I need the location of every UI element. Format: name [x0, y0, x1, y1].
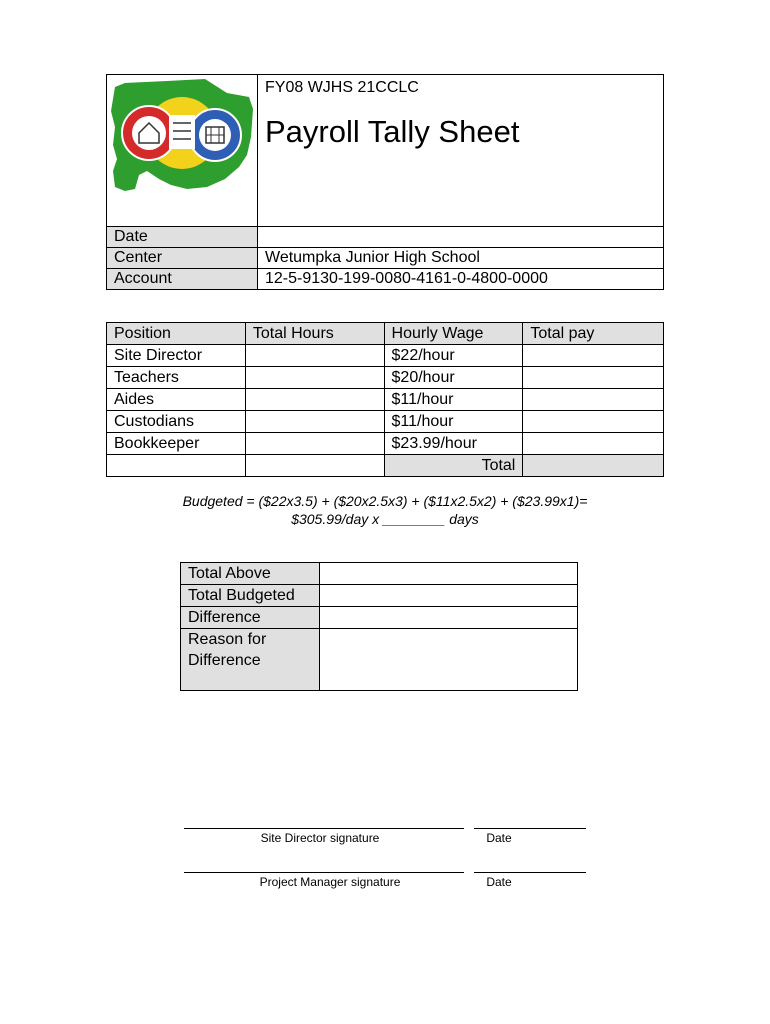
- reason-label-line-2: Difference: [188, 652, 261, 669]
- page-title: Payroll Tally Sheet: [265, 114, 520, 149]
- empty-cell: [245, 455, 384, 477]
- site-director-signature-line[interactable]: [184, 828, 464, 829]
- column-header: Hourly Wage: [384, 323, 523, 345]
- pay-cell[interactable]: [523, 367, 664, 389]
- budget-formula: [100, 492, 670, 528]
- wage-cell: $11/hour: [384, 411, 523, 433]
- site-director-signature-label: Site Director signature: [260, 831, 380, 845]
- reason-field[interactable]: [320, 629, 578, 691]
- site-director-date-line[interactable]: [474, 828, 586, 829]
- budget-line-1: Budgeted = ($22x3.5) + ($20x2.5x3) + ($11x2.5x2) + ($23.99x1)=: [182, 493, 588, 509]
- pay-cell[interactable]: [523, 433, 664, 455]
- site-director-date-label: Date: [486, 831, 512, 845]
- date-label: Date: [107, 227, 258, 248]
- pay-cell[interactable]: [523, 389, 664, 411]
- hours-cell[interactable]: [245, 389, 384, 411]
- wage-cell: $22/hour: [384, 345, 523, 367]
- center-label: Center: [107, 248, 258, 269]
- summary-table: [180, 562, 578, 691]
- project-manager-signature-label: Project Manager signature: [259, 875, 401, 889]
- header-table: [106, 74, 664, 290]
- total-pay-field[interactable]: [523, 455, 664, 477]
- total-budgeted-label: Total Budgeted: [181, 585, 320, 607]
- pay-cell[interactable]: [523, 411, 664, 433]
- center-value: Wetumpka Junior High School: [258, 248, 664, 269]
- project-manager-signature-line[interactable]: [184, 872, 464, 873]
- date-field[interactable]: [258, 227, 664, 248]
- position-cell: Aides: [107, 389, 246, 411]
- school-community-logo-icon: [107, 75, 257, 221]
- table-row: [107, 367, 664, 389]
- table-row: [107, 345, 664, 367]
- pay-cell[interactable]: [523, 345, 664, 367]
- column-header: Total pay: [523, 323, 664, 345]
- hours-cell[interactable]: [245, 433, 384, 455]
- table-row: [107, 389, 664, 411]
- table-row: [107, 411, 664, 433]
- wage-cell: $23.99/hour: [384, 433, 523, 455]
- account-value: 12-5-9130-199-0080-4161-0-4800-0000: [258, 269, 664, 290]
- position-cell: Bookkeeper: [107, 433, 246, 455]
- total-above-field[interactable]: [320, 563, 578, 585]
- project-manager-date-line[interactable]: [474, 872, 586, 873]
- title-cell: [258, 75, 664, 227]
- column-header: Total Hours: [245, 323, 384, 345]
- hours-cell[interactable]: [245, 345, 384, 367]
- reason-label: [181, 629, 320, 691]
- position-cell: Teachers: [107, 367, 246, 389]
- logo-cell: [107, 75, 258, 227]
- table-header-row: [107, 323, 664, 345]
- table-row: [107, 433, 664, 455]
- budget-line-2: $305.99/day x ________ days: [291, 511, 479, 527]
- column-header: Position: [107, 323, 246, 345]
- wage-cell: $11/hour: [384, 389, 523, 411]
- total-above-label: Total Above: [181, 563, 320, 585]
- difference-label: Difference: [181, 607, 320, 629]
- reason-label-line-1: Reason for: [188, 631, 267, 648]
- hours-cell[interactable]: [245, 411, 384, 433]
- total-label: Total: [384, 455, 523, 477]
- hours-cell[interactable]: [245, 367, 384, 389]
- account-label: Account: [107, 269, 258, 290]
- total-row: [107, 455, 664, 477]
- positions-table: [106, 322, 664, 477]
- wage-cell: $20/hour: [384, 367, 523, 389]
- position-cell: Custodians: [107, 411, 246, 433]
- position-cell: Site Director: [107, 345, 246, 367]
- total-budgeted-field[interactable]: [320, 585, 578, 607]
- difference-field[interactable]: [320, 607, 578, 629]
- project-manager-date-label: Date: [486, 875, 512, 889]
- empty-cell: [107, 455, 246, 477]
- program-name: FY08 WJHS 21CCLC: [265, 79, 419, 96]
